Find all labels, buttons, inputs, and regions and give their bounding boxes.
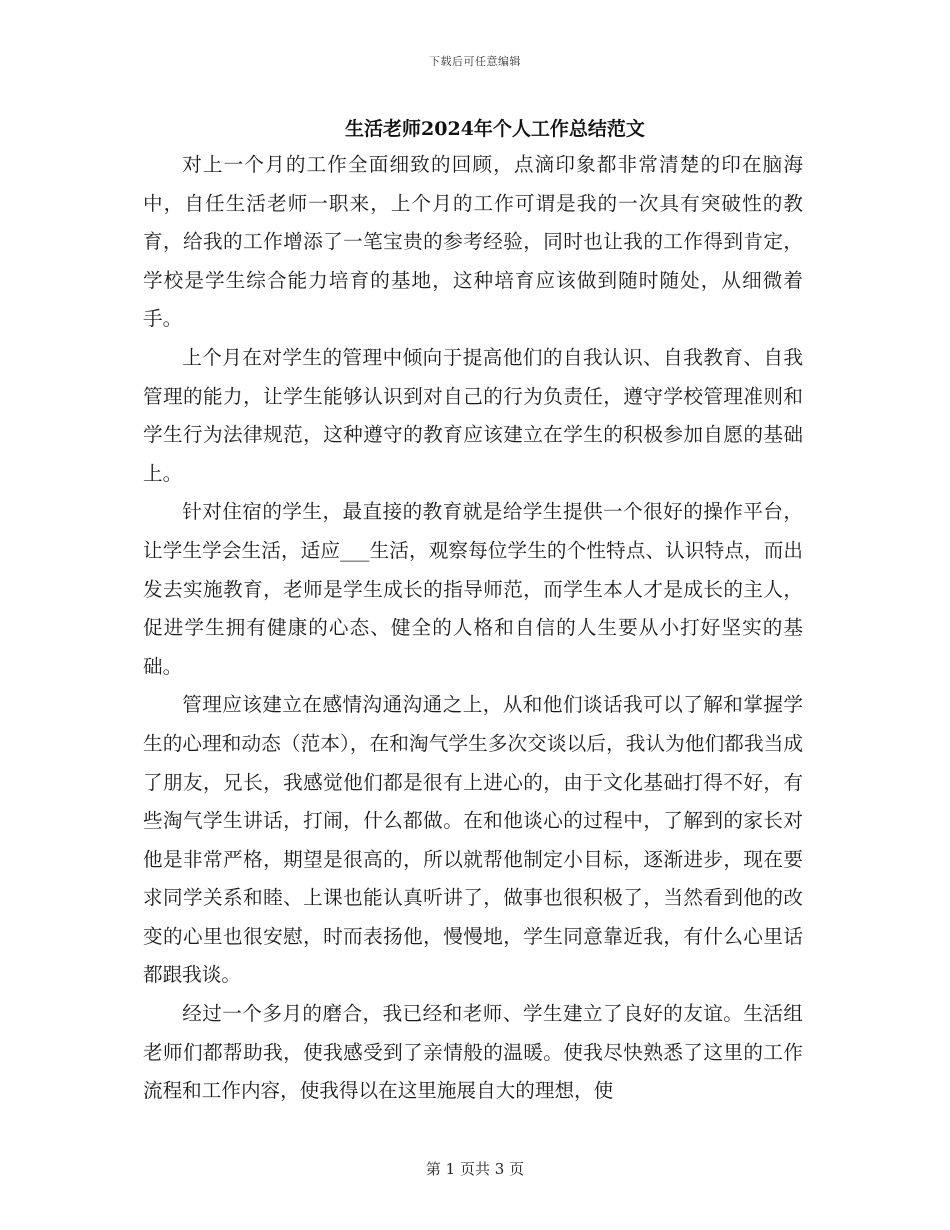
- paragraph: 针对住宿的学生，最直接的教育就是给学生提供一个很好的操作平台，让学生学会生活，适应___生活，观察每位学生的个性特点、认识特点，而出发去实施教育，老师是学生成长的指导师范，而学生本人才是成长的主人，促进学生拥有健康的心态、健全的人格和自信的人生要从小打好坚实的基础。: [143, 500, 803, 678]
- paragraph: 管理应该建立在感情沟通沟通之上，从和他们谈话我可以了解和掌握学生的心理和动态（范本），在和淘气学生多次交谈以后，我认为他们都我当成了朋友，兄长，我感觉他们都是很有上进心的，由于文化基础打得不好，有些淘气学生讲话，打闹，什么都做。在和他谈心的过程中，了解到的家长对他是非常严格，期望是很高的，所以就帮他制定小目标，逐渐进步，现在要求同学关系和睦、上课也能认真听讲了，做事也很积极了，当然看到他的改变的心里也很安慰，时而表扬他，慢慢地，学生同意靠近我，有什么心里话都跟我谈。: [143, 693, 803, 987]
- header-note: 下载后可任意编辑: [429, 55, 521, 68]
- paragraph: 经过一个多月的磨合，我已经和老师、学生建立了良好的友谊。生活组老师们都帮助我，使我感受到了亲情般的温暖。使我尽快熟悉了这里的工作流程和工作内容，使我得以在这里施展自大的理想，使: [143, 1002, 803, 1103]
- document-body: [143, 146, 803, 1111]
- page-number: 第 1 页共 3 页: [425, 1160, 525, 1178]
- paragraph: 对上一个月的工作全面细致的回顾，点滴印象都非常清楚的印在脑海中，自任生活老师一职来，上个月的工作可谓是我的一次具有突破性的教育，给我的工作增添了一笔宝贵的参考经验，同时也让我的工作得到肯定，学校是学生综合能力培育的基地，这种培育应该做到随时随处，从细微着手。: [143, 153, 803, 331]
- paragraph: 上个月在对学生的管理中倾向于提高他们的自我认识、自我教育、自我管理的能力，让学生能够认识到对自己的行为负责任，遵守学校管理准则和学生行为法律规范，这种遵守的教育应该建立在学生的积极参加自愿的基础上。: [143, 345, 803, 485]
- document-title: 生活老师2024年个人工作总结范文: [345, 118, 645, 140]
